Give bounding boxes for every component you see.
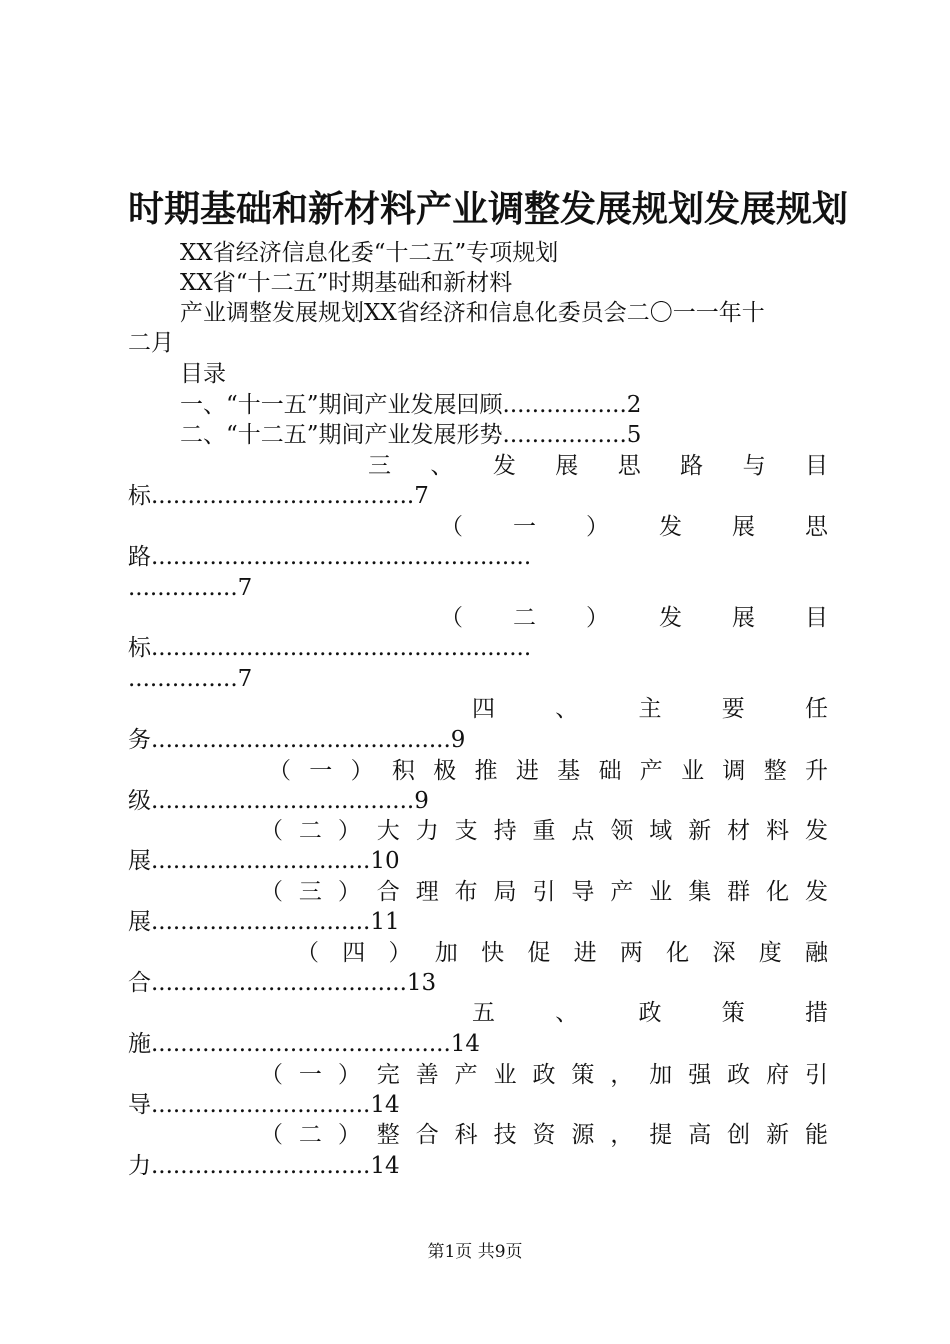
toc-entry: （ 二 ） 发 展 目: [440, 605, 830, 631]
page-footer: 第1页 共9页: [427, 1242, 523, 1262]
toc-entry: 级....................................9: [128, 788, 429, 814]
toc-entry: 力..............................14: [128, 1153, 400, 1179]
toc-entry: 二、“十二五”期间产业发展形势.................5: [180, 422, 642, 448]
toc-entry: 展..............................10: [128, 848, 400, 874]
document-title: 时期基础和新材料产业调整发展规划发展规划: [128, 189, 849, 230]
toc-entry: （ 一 ） 发 展 思: [440, 514, 830, 540]
toc-entry: 五 、 政 策 措: [472, 1000, 830, 1026]
toc-entry: 展..............................11: [128, 909, 400, 935]
toc-heading: 目录: [180, 361, 226, 387]
subtitle-line: 二月: [128, 330, 174, 356]
toc-entry: 四 、 主 要 任: [472, 696, 830, 722]
toc-entry: （ 一 ） 完 善 产 业 政 策 ， 加 强 政 府 引: [260, 1062, 830, 1088]
toc-entry: （ 二 ） 整 合 科 技 资 源 ， 提 高 创 新 能: [260, 1122, 830, 1148]
toc-entry: ...............7: [128, 575, 253, 601]
toc-entry: （ 三 ） 合 理 布 局 引 导 产 业 集 群 化 发: [260, 879, 830, 905]
toc-entry: 一、“十一五”期间产业发展回顾.................2: [180, 392, 642, 418]
subtitle-line: XX省经济信息化委“十二五”专项规划: [180, 240, 559, 266]
toc-entry: 施.........................................14: [128, 1031, 481, 1057]
toc-entry: （ 四 ） 加 快 促 进 两 化 深 度 融: [296, 940, 830, 966]
subtitle-line: XX省“十二五”时期基础和新材料: [180, 270, 513, 296]
toc-entry: 路....................................................: [128, 544, 532, 570]
toc-entry: 三 、 发 展 思 路 与 目: [368, 453, 830, 479]
toc-entry: 标....................................................: [128, 635, 532, 661]
subtitle-line: 产业调整发展规划XX省经济和信息化委员会二〇一一年十: [180, 300, 765, 326]
toc-entry: （ 二 ） 大 力 支 持 重 点 领 域 新 材 料 发: [260, 818, 830, 844]
toc-entry: ...............7: [128, 666, 253, 692]
toc-entry: 标....................................7: [128, 483, 429, 509]
toc-entry: 务.........................................9: [128, 727, 466, 753]
toc-entry: （ 一 ） 积 极 推 进 基 础 产 业 调 整 升: [268, 758, 830, 784]
toc-entry: 合...................................13: [128, 970, 437, 996]
toc-entry: 导..............................14: [128, 1092, 400, 1118]
